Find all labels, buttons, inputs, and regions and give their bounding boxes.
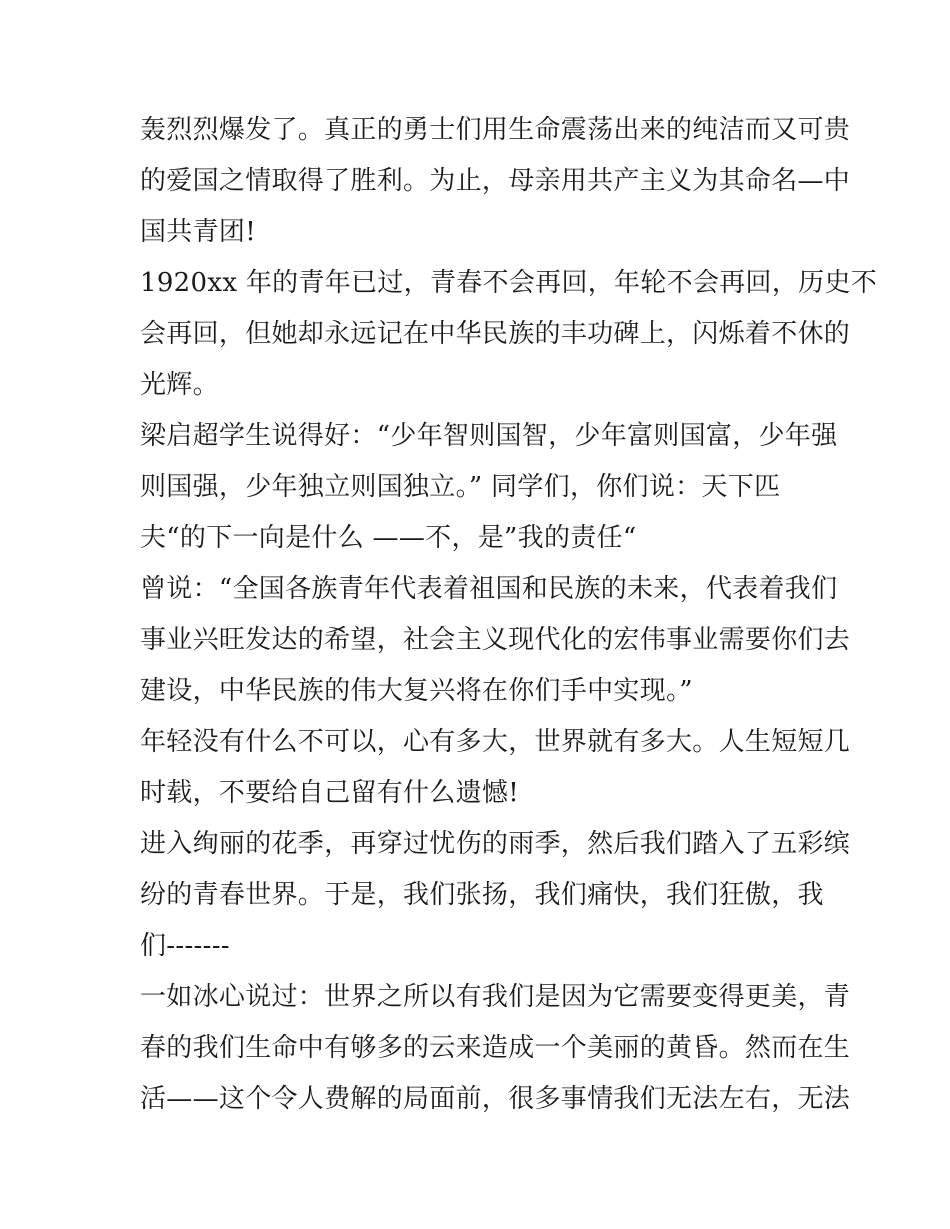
text-line: 光辉。 <box>140 370 219 400</box>
text-line: 时载，不要给自己留有什么遗憾! <box>140 778 519 808</box>
text-line: 夫“的下一向是什么 ——不，是”我的责任“ <box>140 523 637 553</box>
text-line: 国共青团! <box>140 217 256 247</box>
document-body <box>140 105 878 1125</box>
text-line: 们------- <box>140 931 230 961</box>
text-line: 活——这个令人费解的局面前，很多事情我们无法左右，无法 <box>140 1084 851 1114</box>
text-line: 的爱国之情取得了胜利。为止，母亲用共产主义为其命名—中 <box>140 166 851 196</box>
text-line: 进入绚丽的花季，再穿过忧伤的雨季，然后我们踏入了五彩缤 <box>140 829 851 859</box>
text-line: 年轻没有什么不可以，心有多大，世界就有多大。人生短短几 <box>140 727 851 757</box>
text-line: 梁启超学生说得好：“少年智则国智，少年富则国富，少年强 <box>140 421 838 451</box>
text-line: 轰烈烈爆发了。真正的勇士们用生命震荡出来的纯洁而又可贵 <box>140 115 851 145</box>
text-line: 一如冰心说过：世界之所以有我们是因为它需要变得更美，青 <box>140 982 851 1012</box>
text-line: 纷的青春世界。于是，我们张扬，我们痛快，我们狂傲，我 <box>140 880 824 910</box>
text-line: 春的我们生命中有够多的云来造成一个美丽的黄昏。然而在生 <box>140 1033 851 1063</box>
text-line: 会再回，但她却永远记在中华民族的丰功碑上，闪烁着不休的 <box>140 319 851 349</box>
text-line: 事业兴旺发达的希望，社会主义现代化的宏伟事业需要你们去 <box>140 625 851 655</box>
text-line: 则国强，少年独立则国独立。” 同学们，你们说：天下匹 <box>140 472 781 502</box>
text-line: 建设，中华民族的伟大复兴将在你们手中实现。” <box>140 676 693 706</box>
text-line: 1920xx 年的青年已过，青春不会再回，年轮不会再回，历史不 <box>140 268 878 298</box>
text-line: 曾说：“全国各族青年代表着祖国和民族的未来，代表着我们 <box>140 574 838 604</box>
